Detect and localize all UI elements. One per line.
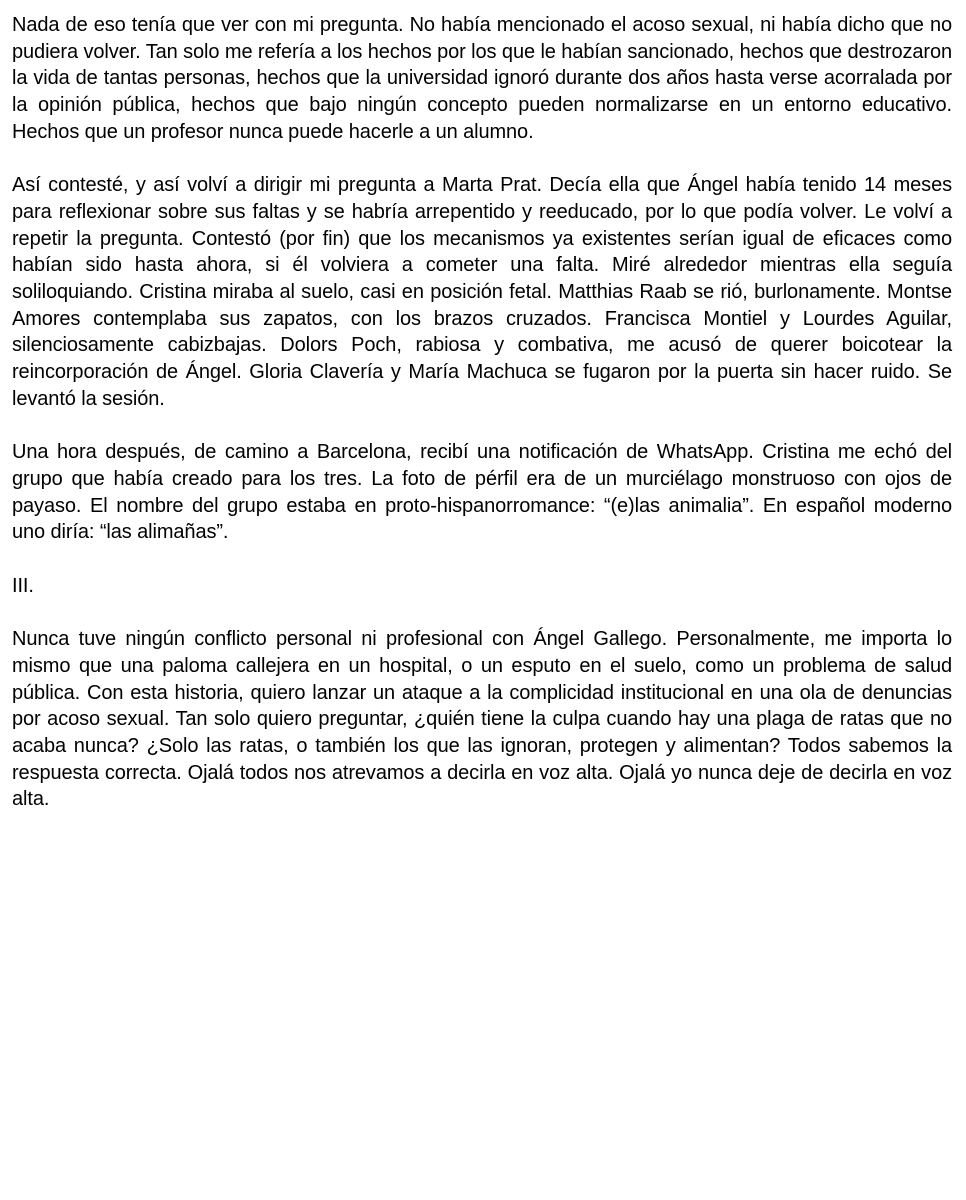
document-page [12, 12, 952, 813]
section-heading: III. [12, 574, 34, 597]
paragraph-whatsapp-notification: Una hora después, de camino a Barcelona, recibí una notificación de WhatsApp. Cristina me echó del grupo que había creado para los tres. La foto de pérfil era de un murciélago monstruoso con ojos de payaso. El nombre del grupo estaba en proto-hispanorromance: “(e)las animalia”. En español moderno uno diría: “las alimañas”. [12, 441, 952, 544]
paragraph-question-response: Nada de eso tenía que ver con mi pregunta. No había mencionado el acoso sexual, ni había dicho que no pudiera volver. Tan solo me refería a los hechos por los que le habían sancionado, hechos que destrozaron la vida de tantas personas, hechos que la universidad ignoró durante dos años hasta verse acorralada por la opinión pública, hechos que bajo ningún concepto pueden normalizarse en un entorno educativo. Hechos que un profesor nunca puede hacerle a un alumno. [12, 14, 952, 143]
paragraph-meeting-account: Así contesté, y así volví a dirigir mi pregunta a Marta Prat. Decía ella que Ángel había tenido 14 meses para reflexionar sobre sus faltas y se habría arrepentido y reeducado, por lo que podía volver. Le volví a repetir la pregunta. Contestó (por fin) que los mecanismos ya existentes serían igual de eficaces como habían sido hasta ahora, si él volviera a cometer una falta. Miré alrededor mientras ella seguía soliloquiando. Cristina miraba al suelo, casi en posición fetal. Matthias Raab se rió, burlonamente. Montse Amores contemplaba sus zapatos, con los brazos cruzados. Francisca Montiel y Lourdes Aguilar, silenciosamente cabizbajas. Dolors Poch, rabiosa y combativa, me acusó de querer boicotear la reincorporación de Ángel. Gloria Clavería y María Machuca se fugaron por la puerta sin hacer ruido. Se levantó la sesión. [12, 174, 952, 410]
paragraph-closing-statement: Nunca tuve ningún conflicto personal ni profesional con Ángel Gallego. Personalmente, me importa lo mismo que una paloma callejera en un hospital, o un esputo en el suelo, como un problema de salud pública. Con esta historia, quiero lanzar un ataque a la complicidad institucional en una ola de denuncias por acoso sexual. Tan solo quiero preguntar, ¿quién tiene la culpa cuando hay una plaga de ratas que no acaba nunca? ¿Solo las ratas, o también los que las ignoran, protegen y alimentan? Todos sabemos la respuesta correcta. Ojalá todos nos atrevamos a decirla en voz alta. Ojalá yo nunca deje de decirla en voz alta. [12, 628, 952, 811]
